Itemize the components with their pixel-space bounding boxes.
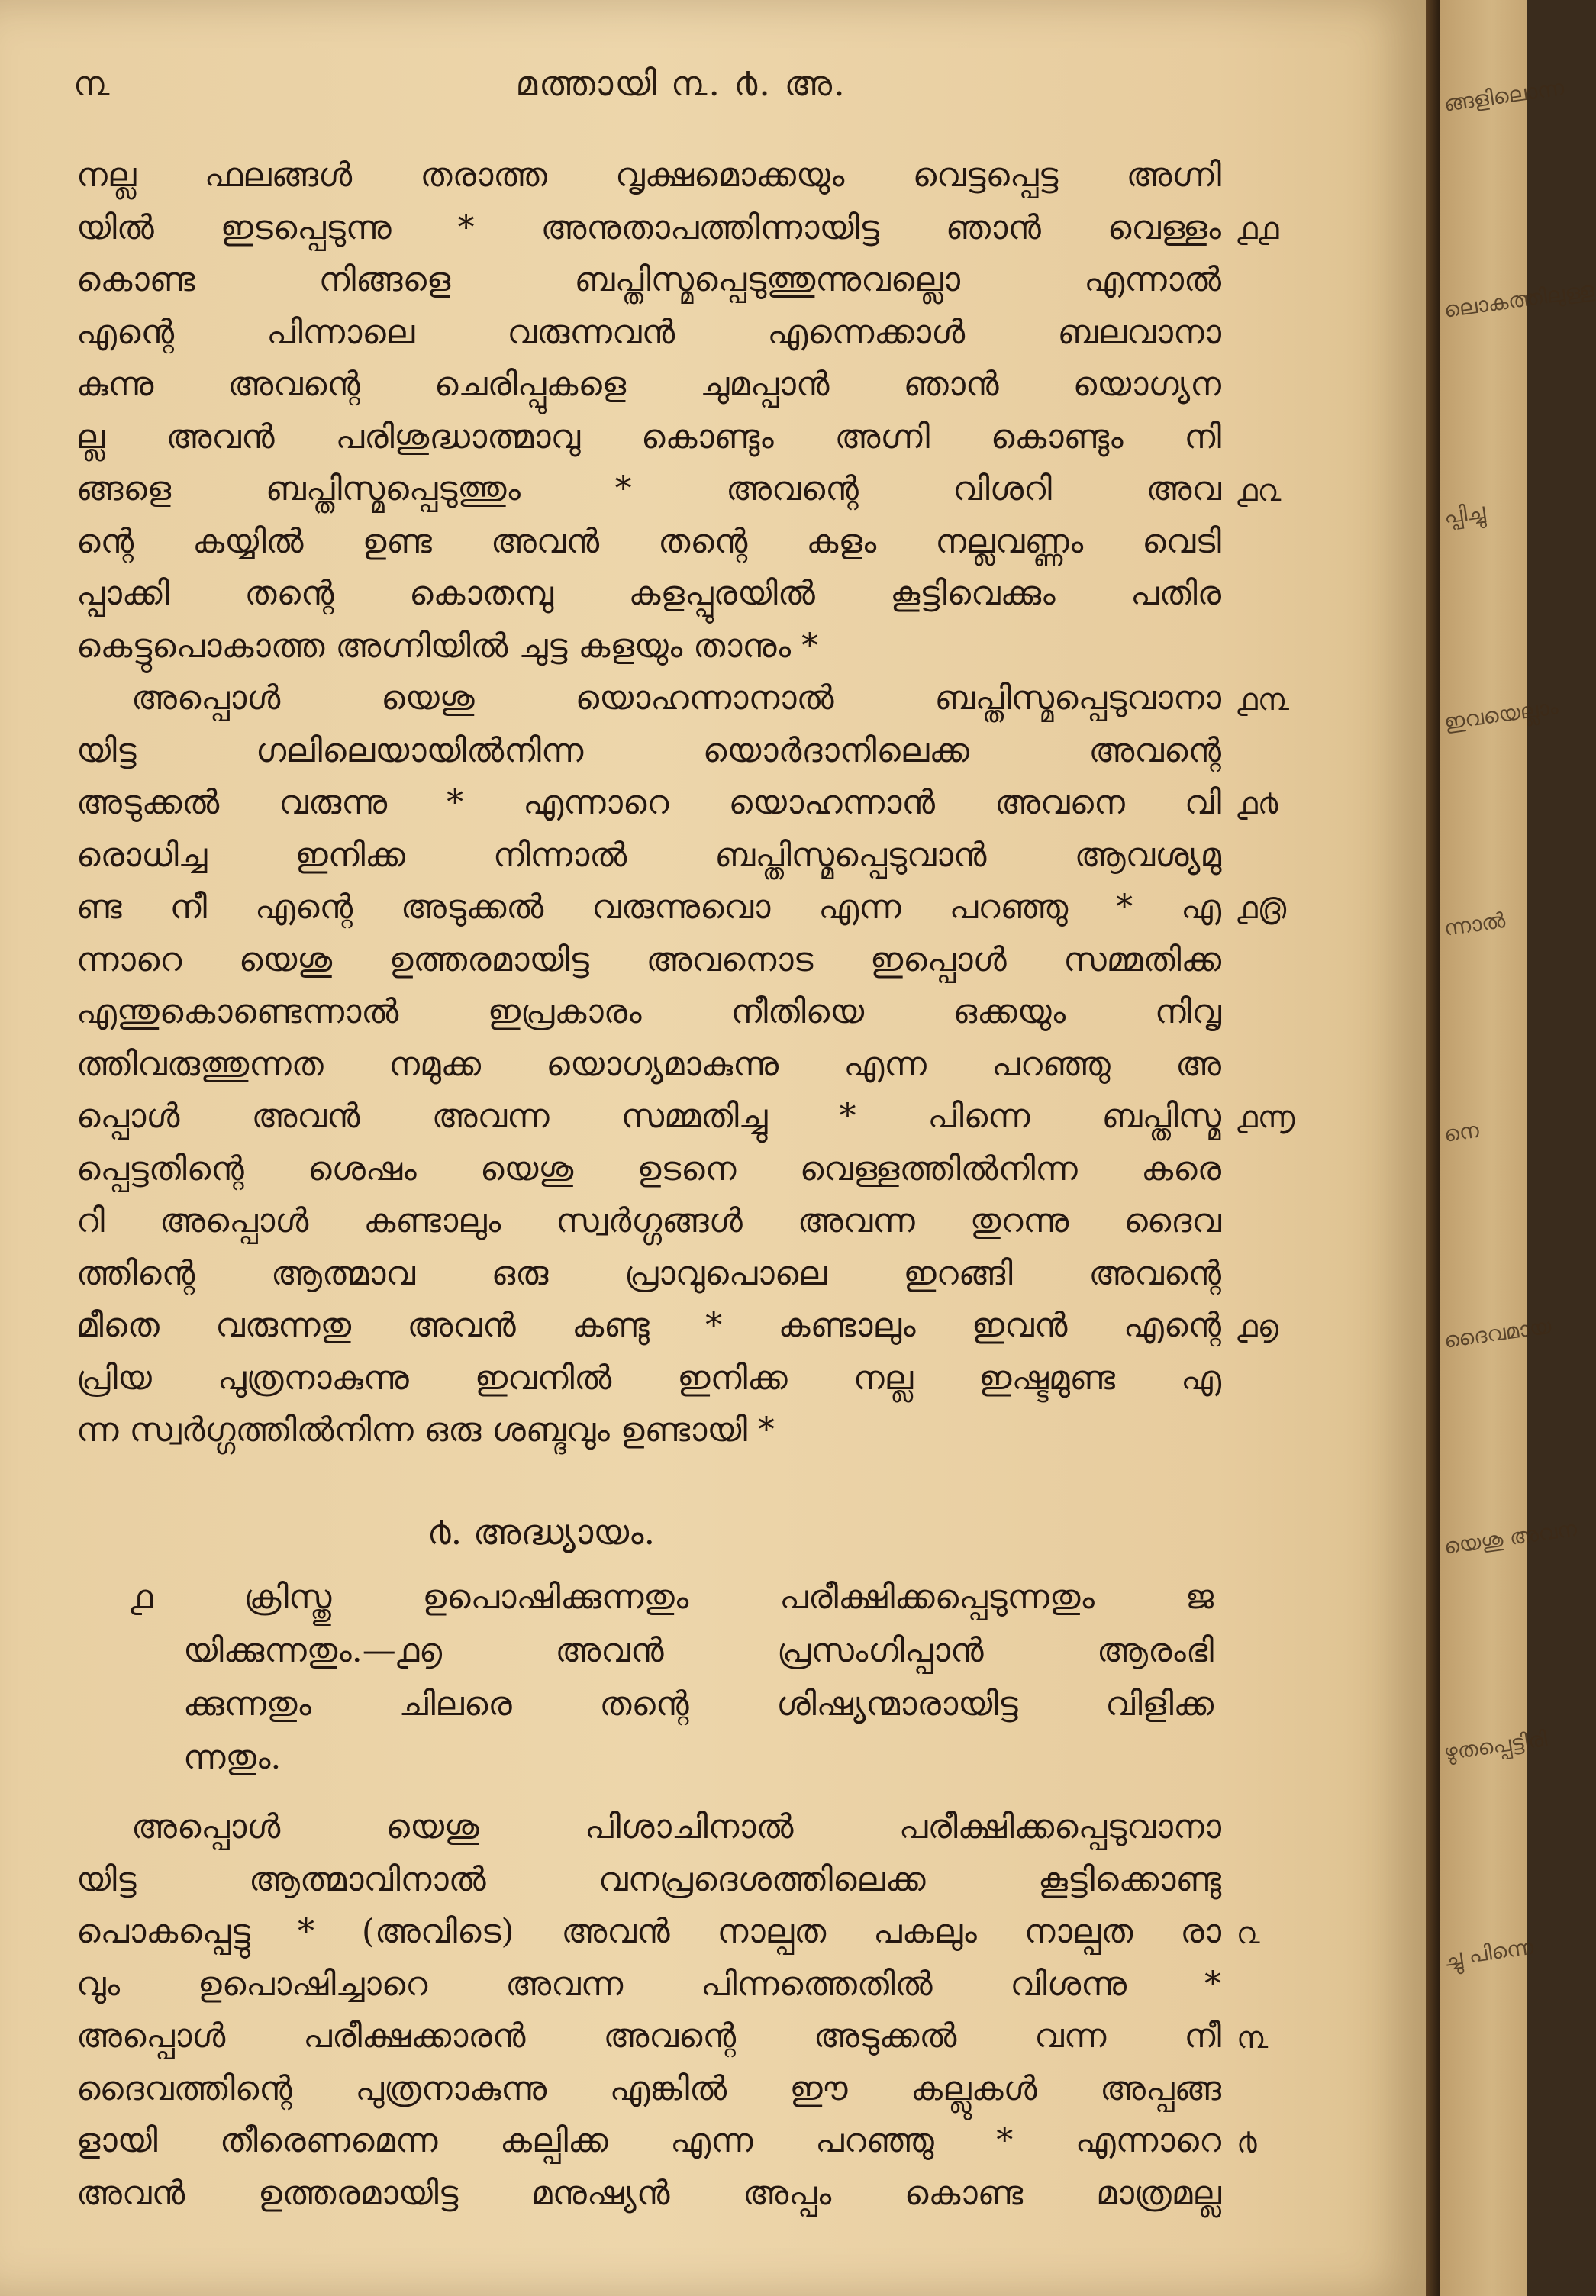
text-line: ത്തിവരുത്തുന്നത നമുക്ക യൊഗ്യമാകുന്നു എന്ന പറഞ്ഞു അ [76,1044,1221,1084]
text-line: അവൻ ഉത്തരമായിട്ട മനുഷ്യൻ അപ്പം കൊണ്ട മാത്രമല്ല [76,2173,1221,2213]
chapter-4-text [76,1801,1221,2220]
running-title: മത്തായി ൩. ൪. അ. [515,63,846,104]
text-line: പ്രിയ പുത്രനാകുന്നു ഇവനിൽ ഇനിക്ക നല്ല ഇഷ്ടമുണ്ട എ [76,1358,1221,1398]
verse-number: ൧൭ [1236,1309,1278,1344]
summary-line: ക്കുന്നതും ചിലരെ തന്റെ ശിഷ്യന്മാരായിട്ട വിളിക്ക [183,1685,1214,1724]
adjacent-page-text: ലൊകത്തിലുള്ള [1442,276,1596,323]
text-line: യിൽ ഇടപ്പെടുന്നു * അനുതാപത്തിന്നായിട്ട ഞാൻ വെള്ളം [76,208,1221,247]
text-line: പ്പാക്കി തന്റെ കൊതമ്പു കളപ്പുരയിൽ കൂട്ടിവെക്കും പതിര [76,574,1221,613]
text-line: ന്റെ കയ്യിൽ ഉണ്ട അവൻ തന്റെ കളം നല്ലവണ്ണം വെടി [76,521,1221,561]
text-line: കെട്ടുപൊകാത്ത അഗ്നിയിൽ ചുട്ട കളയും താനും * [76,626,819,666]
text-line: അപ്പൊൾ യെശു പിശാചിനാൽ പരീക്ഷിക്കപ്പെടുവാനാ [131,1807,1221,1846]
verse-number: ൧൬ [1236,1100,1295,1135]
verse-number: ൧൫ [1236,891,1287,926]
summary-line: യിക്കുന്നതും.—൧൭ അവൻ പ്രസംഗിപ്പാൻ ആരംഭി [183,1631,1214,1670]
verse-number: ൩ [1236,2020,1269,2056]
adjacent-page-text: ഇവയെല്ലാം [1442,694,1560,735]
adjacent-page-text: ന്നാൽ [1442,907,1507,941]
page-number: ൩ [73,63,110,104]
text-line: ത്തിന്റെ ആത്മാവ ഒരു പ്രാവുപൊലെ ഇറങ്ങി അവന്റെ [76,1253,1221,1293]
adjacent-page-text: ച്ചു പിന്നെ [1442,1933,1536,1972]
text-line: കുന്നു അവന്റെ ചെരിപ്പുകളെ ചുമപ്പാൻ ഞാൻ യൊഗ്യന [76,365,1221,404]
text-line: ന്നാറെ യെശു ഉത്തരമായിട്ട അവനൊട ഇപ്പൊൾ സമ്മതിക്ക [76,940,1221,979]
text-line: യിട്ട ആത്മാവിനാൽ വനപ്രദെശത്തിലെക്ക കൂട്ടിക്കൊണ്ടു [76,1859,1221,1899]
text-line: റി അപ്പൊൾ കണ്ടാലും സ്വർഗ്ഗങ്ങൾ അവന്ന തുറന്നു ദൈവ [76,1201,1221,1240]
verse-number: ൨ [1236,1916,1260,1951]
text-line: പ്പെട്ടതിന്റെ ശെഷം യെശു ഉടനെ വെള്ളത്തിൽനിന്ന കരെ [76,1149,1221,1188]
adjacent-page-text: യെശു അവന [1442,1515,1578,1559]
adjacent-page-text: നെ [1442,1117,1481,1147]
text-line: വും ഉപൊഷിച്ചാറെ അവന്ന പിന്നത്തെതിൽ വിശന്നു * [76,1964,1221,2004]
text-line: കൊണ്ട നിങ്ങളെ ബപ്തിസ്മപ്പെടുത്തുന്നുവല്ലൊ എന്നാൽ [76,260,1221,299]
verse-number: ൪ [1236,2125,1257,2160]
chapter-3-text [76,150,1221,1457]
text-line: ണ്ട നീ എന്റെ അടുക്കൽ വരുന്നുവൊ എന്ന പറഞ്ഞു * എ [76,888,1221,927]
text-line: അപ്പൊൾ പരീക്ഷക്കാരൻ അവന്റെ അടുക്കൽ വന്ന നീ [76,2017,1221,2056]
verse-number: ൧൨ [1236,473,1282,508]
text-line: അപ്പൊൾ യെശു യൊഹന്നാനാൽ ബപ്തിസ്മപ്പെടുവാനാ [131,679,1221,718]
text-line: മീതെ വരുന്നതു അവൻ കണ്ടു * കണ്ടാലും ഇവൻ എന്റെ [76,1306,1221,1345]
text-line: ല്ല അവൻ പരിശുദ്ധാത്മാവു കൊണ്ടും അഗ്നി കൊണ്ടും നി [76,417,1221,456]
text-line: ങ്ങളെ ബപ്തിസ്മപ്പെടുത്തും * അവന്റെ വിശറി അവ [76,469,1221,508]
adjacent-page-text: ദൈവമായ [1442,1313,1553,1353]
verse-number: ൧൩ [1236,682,1289,718]
adjacent-page-text: പ്പിച്ചു [1442,498,1487,529]
adjacent-page-edge [1440,0,1596,2296]
adjacent-page-text: ങ്ങളിലൊന്ന [1442,75,1566,117]
text-line: അടുക്കൽ വരുന്നു * എന്നാറെ യൊഹന്നാൻ അവനെ വി [76,783,1221,822]
summary-line: ൧ ക്രിസ്തു ഉപൊഷിക്കുന്നതും പരീക്ഷിക്കപ്പെടുന്നതും ജ [130,1578,1214,1617]
text-line: എന്റെ പിന്നാലെ വരുന്നവൻ എന്നെക്കാൾ ബലവാനാ [76,312,1221,352]
verse-number: ൧൧ [1236,211,1279,247]
chapter-heading: ൪. അദ്ധ്യായം. [427,1511,656,1553]
text-line: പൊകപ്പെട്ടു * (അവിടെ) അവൻ നാല്പത പകലും നാല്പത രാ [76,1912,1221,1951]
text-line: എന്തുകൊണ്ടെന്നാൽ ഇപ്രകാരം നീതിയെ ഒക്കയും നിവൃ [76,992,1221,1031]
text-line: നല്ല ഫലങ്ങൾ തരാത്ത വൃക്ഷമൊക്കയും വെട്ടപ്പെട്ട അഗ്നി [76,156,1221,195]
text-line: പ്പൊൾ അവൻ അവന്ന സമ്മതിച്ചു * പിന്നെ ബപ്തിസ്മ [76,1097,1221,1136]
verse-number: ൧൪ [1236,786,1278,821]
text-line: ന്ന സ്വർഗ്ഗത്തിൽനിന്ന ഒരു ശബ്ദവും ഉണ്ടായി * [76,1411,775,1450]
adjacent-page-text: ഴുതപ്പെട്ടിരി [1442,1726,1549,1766]
text-line: ളായി തീരെണമെന്ന കല്പിക്ക എന്ന പറഞ്ഞു * എന്നാറെ [76,2121,1221,2160]
text-line: യിട്ട ഗലിലെയായിൽനിന്ന യൊർദാനിലെക്ക അവന്റെ [76,730,1221,770]
book-gutter [1426,0,1440,2296]
summary-line: ന്നതും. [183,1738,282,1777]
text-line: ദൈവത്തിന്റെ പുത്രനാകുന്നു എങ്കിൽ ഈ കല്ലുകൾ അപ്പങ്ങ [76,2069,1221,2108]
chapter-summary [130,1571,1214,1785]
text-line: രൊധിച്ച ഇനിക്ക നിന്നാൽ ബപ്തിസ്മപ്പെടുവാൻ ആവശ്യമു [76,835,1221,875]
page-header [73,63,1288,108]
